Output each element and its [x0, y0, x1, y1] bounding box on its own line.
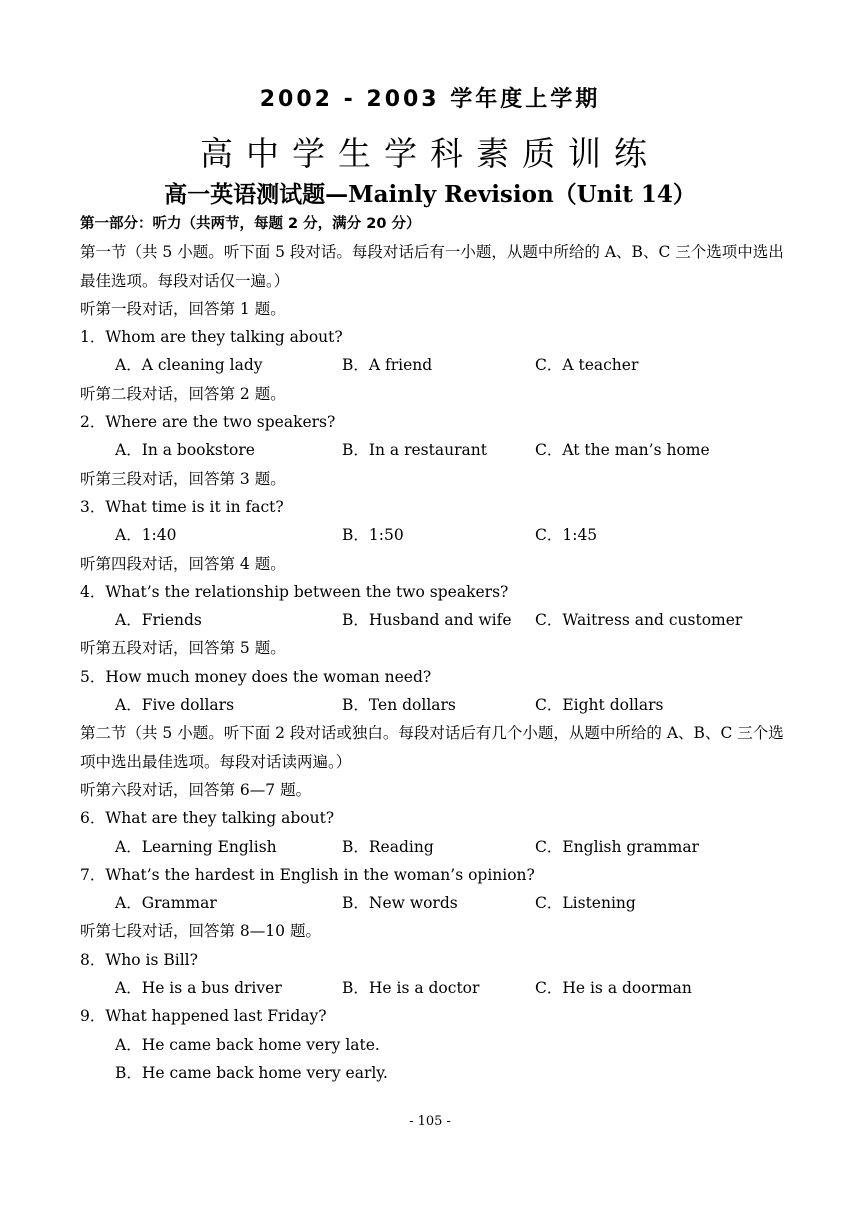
test-title: 高一英语测试题—Mainly Revision（Unit 14） [164, 181, 696, 208]
option-a: A．A cleaning lady [115, 356, 263, 375]
option-c: C．Waitress and customer [535, 611, 743, 630]
question-7: 7．What’s the hardest in English in the woman’s opinion? [80, 865, 535, 884]
options-row [80, 889, 790, 917]
question-9: 9．What happened last Friday? [80, 1007, 327, 1026]
listening-prompt: 听第七段对话，回答第 8—10 题。 [80, 922, 321, 941]
section2-instructions: 第二节（共 5 小题。听下面 2 段对话或独白。每段对话后有几个小题，从题中所给的 A、B、C 三个选项中选出最佳选项。每段对话读两遍。） [80, 724, 784, 771]
option-b: B．1:50 [342, 526, 404, 545]
question-5: 5．How much money does the woman need? [80, 667, 432, 686]
options-row [80, 351, 790, 379]
training-title: 高中学生学科素质训练 [200, 134, 660, 173]
test-body [80, 210, 790, 1087]
option-c: C．1:45 [535, 526, 598, 545]
option-c: C．He is a doorman [535, 979, 692, 998]
option-b: B．Ten dollars [342, 696, 456, 715]
option-a: A．Grammar [115, 894, 217, 913]
listening-prompt: 听第二段对话，回答第 2 题。 [80, 384, 286, 403]
option-a: A．Learning English [115, 837, 277, 856]
options-row [80, 521, 790, 549]
options-row [80, 974, 790, 1002]
options-row [80, 436, 790, 464]
part1-heading: 第一部分：听力（共两节，每题 2 分，满分 20 分） [80, 216, 421, 232]
option-a: A．Five dollars [115, 696, 235, 715]
listening-prompt: 听第三段对话，回答第 3 题。 [80, 469, 286, 488]
options-row [80, 1031, 790, 1059]
option-b: B．New words [342, 894, 458, 913]
options-row [80, 1059, 790, 1087]
question-1: 1．Whom are they talking about? [80, 328, 343, 347]
option-c: C．At the man’s home [535, 441, 710, 460]
question-4: 4．What’s the relationship between the two speakers? [80, 582, 509, 601]
option-c: C．English grammar [535, 837, 699, 856]
option-b: B．In a restaurant [342, 441, 487, 460]
options-row [80, 833, 790, 861]
option-a: A．Friends [115, 611, 202, 630]
question-8: 8．Who is Bill? [80, 950, 198, 969]
option-a: A．He came back home very late. [115, 1035, 380, 1054]
listening-prompt: 听第四段对话，回答第 4 题。 [80, 554, 286, 573]
option-b: B．A friend [342, 356, 433, 375]
section1-instructions: 第一节（共 5 小题。听下面 5 段对话。每段对话后有一小题，从题中所给的 A、B、C 三个选项中选出最佳选项。每段对话仅一遍。） [80, 243, 784, 290]
option-c: C．A teacher [535, 356, 639, 375]
option-a: A．1:40 [115, 526, 177, 545]
option-c: C．Eight dollars [535, 696, 664, 715]
page-number: - 105 - [409, 1114, 451, 1129]
question-3: 3．What time is it in fact? [80, 497, 284, 516]
option-b: B．He is a doctor [342, 979, 480, 998]
option-a: A．In a bookstore [115, 441, 255, 460]
question-6: 6．What are they talking about? [80, 809, 335, 828]
question-2: 2．Where are the two speakers? [80, 413, 336, 432]
option-b: B．Husband and wife [342, 611, 512, 630]
listening-prompt: 听第一段对话，回答第 1 题。 [80, 299, 286, 318]
listening-prompt: 听第五段对话，回答第 5 题。 [80, 639, 286, 658]
option-c: C．Listening [535, 894, 636, 913]
option-b: B．Reading [342, 837, 434, 856]
listening-prompt: 听第六段对话，回答第 6—7 题。 [80, 780, 312, 799]
option-b: B．He came back home very early. [115, 1063, 388, 1082]
school-year-heading: 2002 - 2003 学年度上学期 [259, 87, 601, 112]
option-a: A．He is a bus driver [115, 979, 282, 998]
options-row [80, 691, 790, 719]
options-row [80, 606, 790, 634]
